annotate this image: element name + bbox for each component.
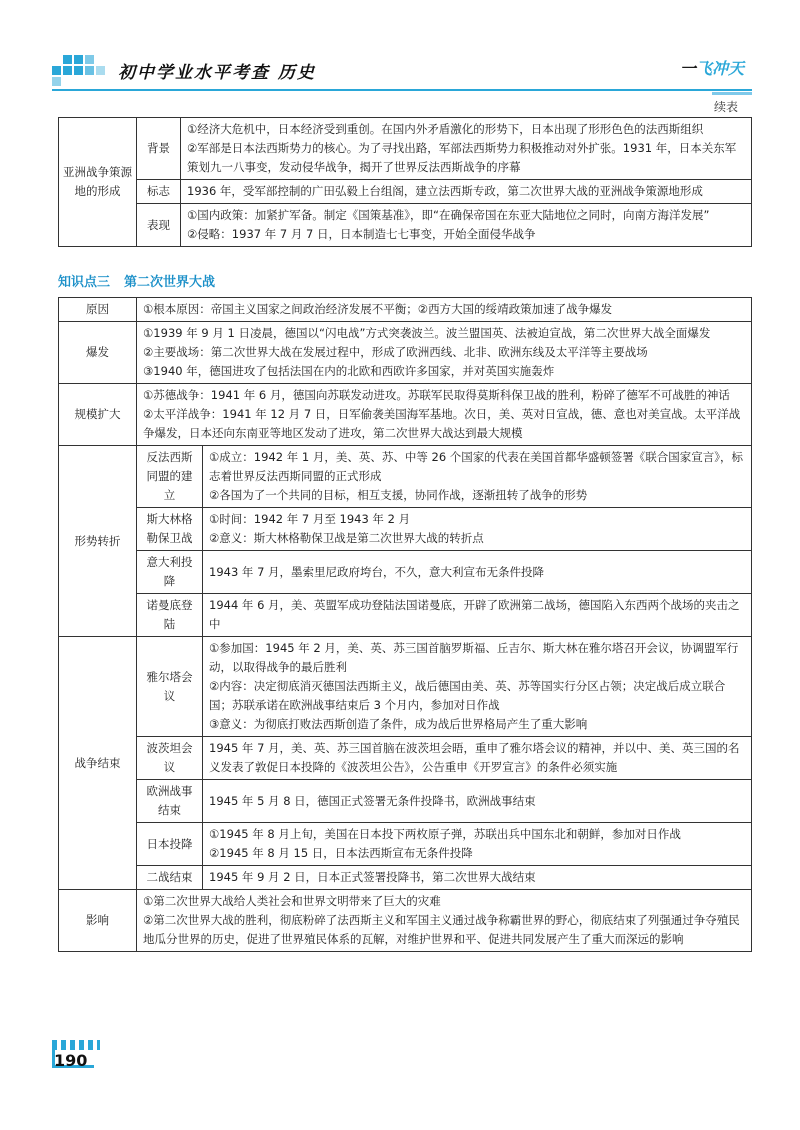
sub-label: 反法西斯同盟的建立 [137,446,203,508]
table-row [59,890,752,952]
content-cell [203,551,752,594]
table-row [59,594,752,637]
row-label: 背景 [137,118,181,180]
table-row [59,204,752,247]
table-row [59,446,752,508]
table-row [59,508,752,551]
header-rule-accent [712,92,752,95]
content-line: ①1945 年 8 月上旬，美国在日本投下两枚原子弹，苏联出兵中国东北和朝鲜，参加对日作战 [209,827,681,841]
content-line: ①参加国：1945 年 2 月，美、英、苏三国首脑罗斯福、丘吉尔、斯大林在雅尔塔召开会议，协调盟军行动，以取得战争的最后胜利 [209,641,739,674]
content-line: 1945 年 7 月，美、英、苏三国首脑在波茨坦会晤，重申了雅尔塔会议的精神，并以中、美、英三国的名义发表了敦促日本投降的《波茨坦公告》，公告重申《开罗宣言》的条件必须实施 [209,741,740,774]
asia-war-source-table [58,117,752,247]
sub-label: 日本投降 [137,823,203,866]
table-row [59,180,752,204]
sub-label: 波茨坦会议 [137,737,203,780]
brand-prefix: 一 [679,59,696,78]
header-decoration-squares [52,52,112,84]
row-label: 规模扩大 [59,384,137,446]
content-line: 1944 年 6 月，美、英盟军成功登陆法国诺曼底，开辟了欧洲第二战场，德国陷入东西两个战场的夹击之中 [209,598,740,631]
page-number: 190 [54,1051,88,1070]
content-line: ②内容：决定彻底消灭德国法西斯主义，战后德国由美、英、苏等国实行分区占领；决定战后成立联合国；苏联承诺在欧洲战事结束后 3 个月内，参加对日作战 [209,679,726,712]
content-line: ①国内政策：加紧扩军备。制定《国策基准》，即“在确保帝国在东亚大陆地位之同时，向南方海洋发展” [187,208,710,222]
row-label: 战争结束 [59,637,137,890]
table-row [59,637,752,737]
content-line: ①1939 年 9 月 1 日凌晨，德国以“闪电战”方式突袭波兰。波兰盟国英、法被迫宣战，第二次世界大战全面爆发 [143,326,711,340]
sub-label: 意大利投降 [137,551,203,594]
content-cell [137,890,752,952]
content-line: ③1940 年，德国进攻了包括法国在内的北欧和西欧许多国家，并对英国实施轰炸 [143,364,555,378]
row-label: 表现 [137,204,181,247]
content-line: ②各国为了一个共同的目标，相互支援，协同作战，逐渐扭转了战争的形势 [209,488,588,502]
content-cell [137,384,752,446]
content-line: 1945 年 9 月 2 日，日本正式签署投降书，第二次世界大战结束 [209,870,536,884]
brand-logo [680,56,744,79]
content-line: ②主要战场：第二次世界大战在发展过程中，形成了欧洲西线、北非、欧洲东线及太平洋等主要战场 [143,345,648,359]
content-line: 1936 年，受军部控制的广田弘毅上台组阁，建立法西斯专政，第二次世界大战的亚洲战争策源地形成 [187,184,703,198]
content-line: ①经济大危机中，日本经济受到重创。在国内外矛盾激化的形势下，日本出现了形形色色的法西斯组织 [187,122,704,136]
sub-label: 诺曼底登陆 [137,594,203,637]
content-line: ②1945 年 8 月 15 日，日本法西斯宣布无条件投降 [209,846,473,860]
header-rule [52,89,752,91]
content-line: ②太平洋战争：1941 年 12 月 7 日，日军偷袭美国海军基地。次日，美、英对日宣战，德、意也对美宣战。太平洋战争爆发，日本还向东南亚等地区发动了进攻，第二次世界大战达到最大规模 [143,407,741,440]
content-cell [203,637,752,737]
content-line: ③意义：为彻底打败法西斯创造了条件，成为战后世界格局产生了重大影响 [209,717,588,731]
content-line: ①第二次世界大战给人类社会和世界文明带来了巨大的灾难 [143,894,441,908]
section-title: 第二次世界大战 [124,275,216,290]
row-label: 原因 [59,298,137,322]
table-row [59,823,752,866]
row-label: 形势转折 [59,446,137,637]
sub-label: 欧洲战事结束 [137,780,203,823]
row-label: 标志 [137,180,181,204]
content-cell [203,780,752,823]
table-row [59,780,752,823]
sub-label: 雅尔塔会议 [137,637,203,737]
row-label: 爆发 [59,322,137,384]
content-cell [203,508,752,551]
continued-label: 续表 [713,100,738,114]
content-cell [181,204,752,247]
table-row [59,737,752,780]
content-cell: ①根本原因：帝国主义国家之间政治经济发展不平衡；②西方大国的绥靖政策加速了战争爆发 [137,298,752,322]
sub-label: 斯大林格勒保卫战 [137,508,203,551]
content-line: ②侵略：1937 年 7 月 7 日，日本制造七七事变，开始全面侵华战争 [187,227,536,241]
content-cell [203,823,752,866]
page-footer [52,1040,112,1068]
page-header [52,48,752,88]
content-cell [181,118,752,180]
table-row [59,118,752,180]
section-number: 知识点三 [58,275,111,290]
content-line: 1945 年 5 月 8 日，德国正式签署无条件投降书，欧洲战事结束 [209,793,536,808]
row-label: 影响 [59,890,137,952]
content-cell [137,322,752,384]
book-title: 初中学业水平考查 历史 [118,63,316,83]
sub-label: 二战结束 [137,866,203,890]
content-line: ②意义：斯大林格勒保卫战是第二次世界大战的转折点 [209,531,484,545]
content-line: ②军部是日本法西斯势力的核心。为了寻找出路，军部法西斯势力积极推动对外扩张。1931 年，日本关东军策划九一八事变，发动侵华战争，揭开了世界反法西斯战争的序幕 [187,141,737,174]
content-line: ①苏德战争：1941 年 6 月，德国向苏联发动进攻。苏联军民取得莫斯科保卫战的胜利，粉碎了德军不可战胜的神话 [143,388,730,402]
content-cell [203,737,752,780]
table-row [59,298,752,322]
content-line: 1943 年 7 月，墨索里尼政府垮台，不久，意大利宣布无条件投降 [209,564,545,579]
table-row [59,384,752,446]
content-line: ①成立：1942 年 1 月，美、英、苏、中等 26 个国家的代表在美国首都华盛顿签署《联合国家宣言》，标志着世界反法西斯同盟的正式形成 [209,450,744,483]
content-cell [181,180,752,204]
brand-main: 飞冲天 [695,59,744,78]
content-cell [203,866,752,890]
ww2-table [58,297,752,952]
topic-cell: 亚洲战争策源地的形成 [59,118,137,247]
content-line: ①时间：1942 年 7 月至 1943 年 2 月 [209,512,411,526]
content-cell [203,446,752,508]
table-row [59,322,752,384]
table-row [59,551,752,594]
content-line: ②第二次世界大战的胜利，彻底粉碎了法西斯主义和军国主义通过战争称霸世界的野心，彻底结束了列强通过争夺殖民地瓜分世界的历史，促进了世界殖民体系的瓦解，对维护世界和平、促进共同发展产生了重大而深远的影响 [143,913,740,946]
footer-decoration [52,1040,100,1050]
content-cell [203,594,752,637]
table-row [59,866,752,890]
section-heading [58,271,229,290]
